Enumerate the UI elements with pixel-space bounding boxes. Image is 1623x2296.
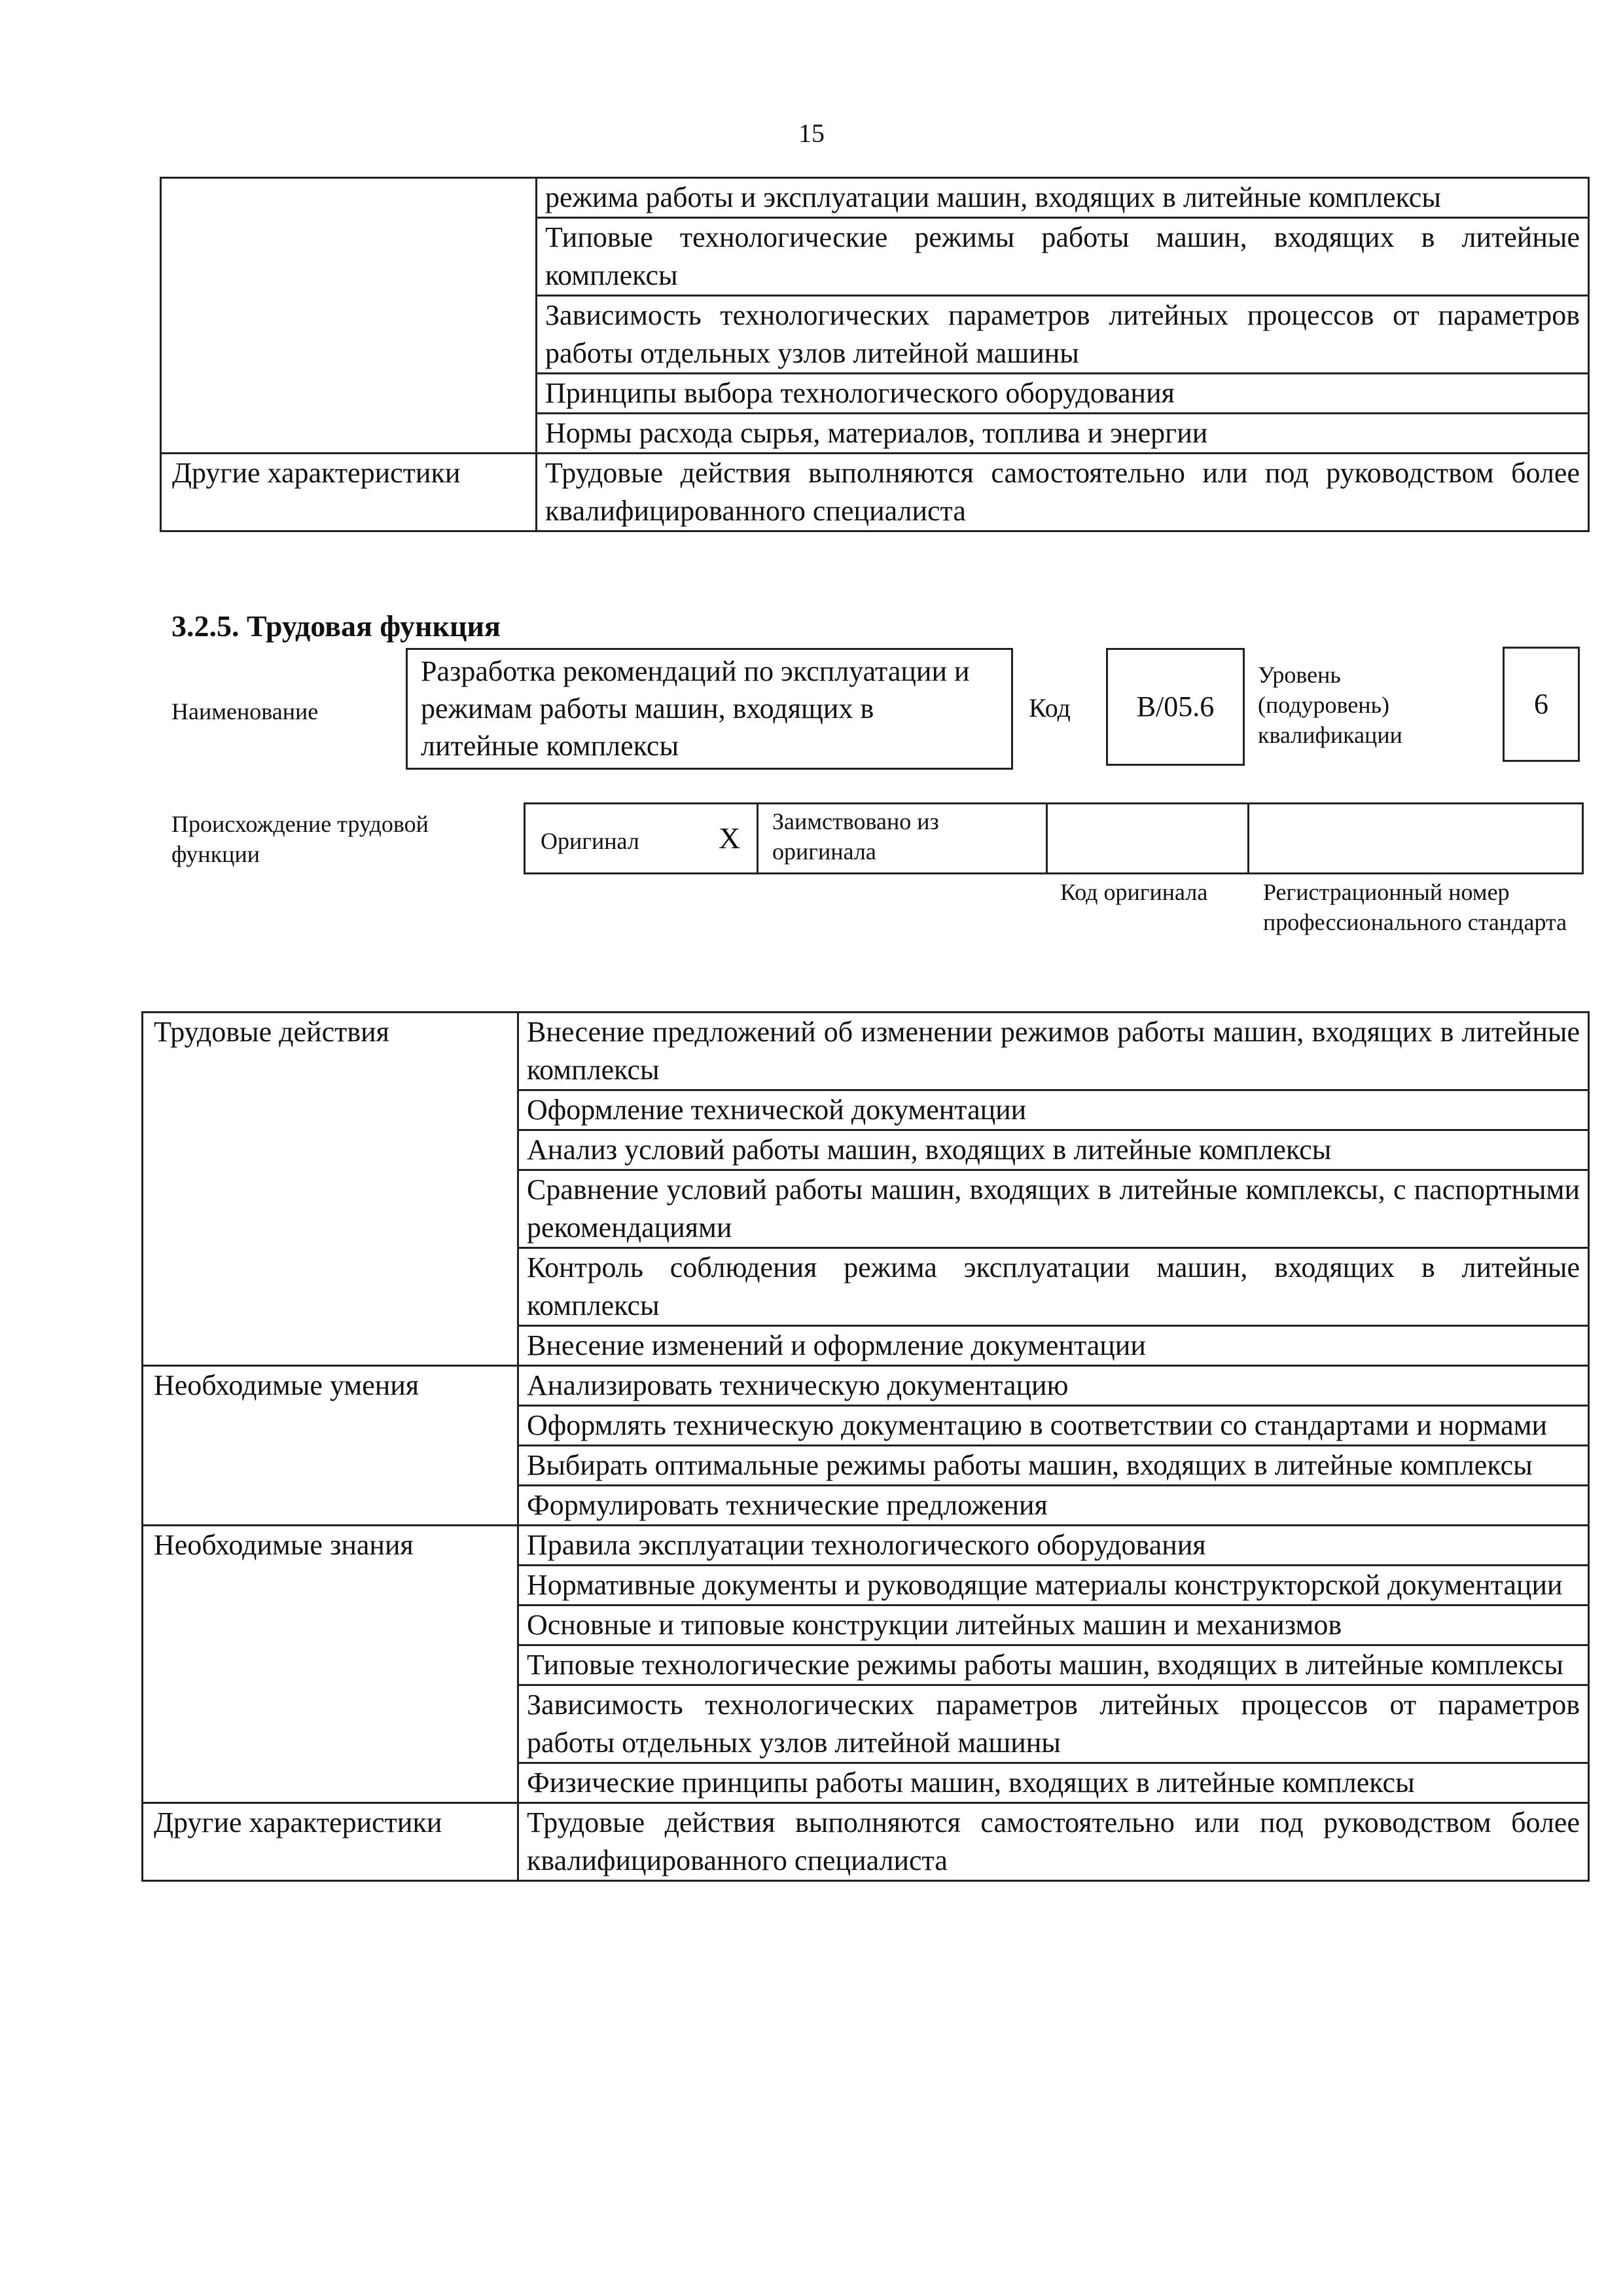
list-item: режима работы и эксплуатации машин, входящих в литейные комплексы xyxy=(537,178,1589,218)
list-item: Формулировать технические предложения xyxy=(518,1486,1589,1526)
origin-box xyxy=(524,802,1584,874)
list-item: Анализ условий работы машин, входящих в литейные комплексы xyxy=(518,1130,1589,1170)
page-number: 15 xyxy=(798,118,825,148)
code-value-box: В/05.6 xyxy=(1106,648,1245,766)
level-value-box: 6 xyxy=(1503,647,1580,762)
list-item: Физические принципы работы машин, входящих в литейные комплексы xyxy=(518,1763,1589,1803)
row-label xyxy=(161,178,537,454)
list-item: Основные и типовые конструкции литейных машин и механизмов xyxy=(518,1605,1589,1645)
list-item: Внесение предложений об изменении режимов работы машин, входящих в литейные комплексы xyxy=(518,1013,1589,1090)
knowledge-table-continued xyxy=(160,177,1590,532)
table-row xyxy=(161,178,1589,218)
list-item: Трудовые действия выполняются самостоятельно или под руководством более квалифицированного специалиста xyxy=(518,1803,1589,1881)
name-label: Наименование xyxy=(171,698,319,725)
table-row xyxy=(161,454,1589,531)
list-item: Принципы выбора технологического оборудования xyxy=(537,374,1589,414)
list-item: Оформление технической документации xyxy=(518,1090,1589,1130)
registration-number-caption: Регистрационный номер профессионального стандарта xyxy=(1263,879,1567,935)
row-label-knowledge: Необходимые знания xyxy=(143,1526,518,1803)
list-item: Правила эксплуатации технологического оборудования xyxy=(518,1526,1589,1566)
list-item: Типовые технологические режимы работы машин, входящих в литейные комплексы xyxy=(518,1645,1589,1685)
divider xyxy=(757,802,758,874)
function-name-box: Разработка рекомендаций по эксплуатации и режимам работы машин, входящих в литейные комплексы xyxy=(406,648,1013,770)
divider xyxy=(1247,802,1249,874)
row-label-other: Другие характеристики xyxy=(161,454,537,531)
list-item: Зависимость технологических параметров литейных процессов от параметров работы отдельных узлов литейной машины xyxy=(518,1685,1589,1763)
list-item: Типовые технологические режимы работы машин, входящих в литейные комплексы xyxy=(537,218,1589,296)
level-label: Уровень (подуровень) квалификации xyxy=(1258,662,1402,748)
origin-label: Происхождение трудовой функции xyxy=(171,811,429,867)
list-item: Оформлять техническую документацию в соответствии со стандартами и нормами xyxy=(518,1406,1589,1446)
table-row xyxy=(143,1526,1589,1566)
original-code-caption: Код оригинала xyxy=(1060,879,1208,905)
list-item: Выбирать оптимальные режимы работы машин, входящих в литейные комплексы xyxy=(518,1446,1589,1486)
list-item: Анализировать техническую документацию xyxy=(518,1366,1589,1406)
code-label: Код xyxy=(1029,693,1071,723)
row-label-skills: Необходимые умения xyxy=(143,1366,518,1526)
origin-original-label: Оригинал xyxy=(541,828,639,854)
row-label-other: Другие характеристики xyxy=(143,1803,518,1881)
list-item: Трудовые действия выполняются самостоятельно или под руководством более квалифицированного специалиста xyxy=(537,454,1589,531)
list-item: Контроль соблюдения режима эксплуатации машин, входящих в литейные комплексы xyxy=(518,1248,1589,1326)
row-label-actions: Трудовые действия xyxy=(143,1013,518,1366)
table-row xyxy=(143,1803,1589,1881)
origin-mark: X xyxy=(719,821,741,855)
list-item: Внесение изменений и оформление документации xyxy=(518,1326,1589,1366)
table-row xyxy=(143,1366,1589,1406)
table-row xyxy=(143,1013,1589,1090)
section-title: 3.2.5. Трудовая функция xyxy=(171,609,501,643)
list-item: Нормы расхода сырья, материалов, топлива и энергии xyxy=(537,414,1589,454)
list-item: Зависимость технологических параметров литейных процессов от параметров работы отдельных узлов литейной машины xyxy=(537,296,1589,374)
divider xyxy=(1046,802,1048,874)
labor-function-table xyxy=(141,1011,1590,1882)
origin-borrowed-label: Заимствовано из оригинала xyxy=(772,808,939,865)
list-item: Нормативные документы и руководящие материалы конструкторской документации xyxy=(518,1566,1589,1605)
list-item: Сравнение условий работы машин, входящих в литейные комплексы, с паспортными рекомендациями xyxy=(518,1170,1589,1248)
